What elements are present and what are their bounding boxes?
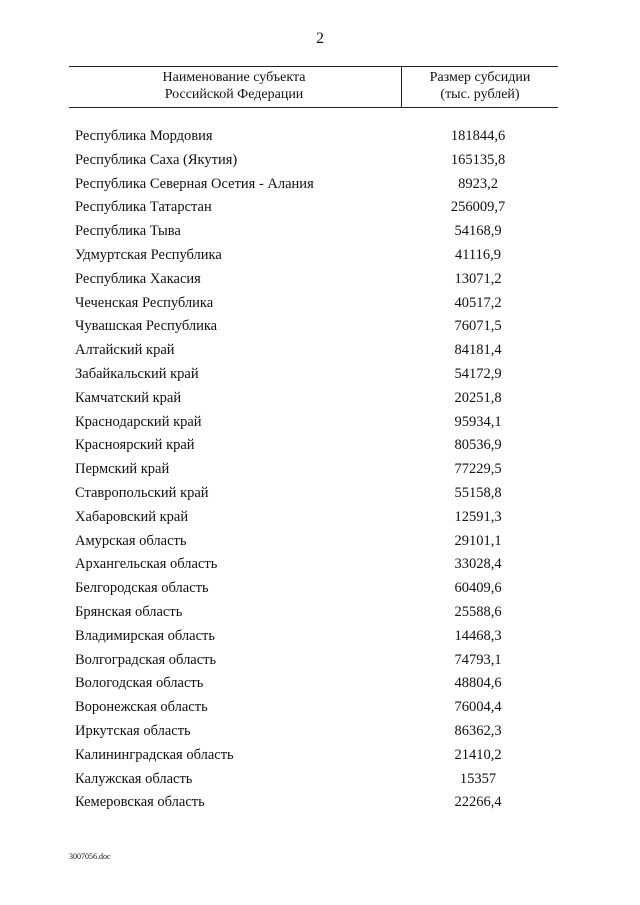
subsidy-amount: 40517,2: [454, 294, 502, 311]
subsidy-amount: 95934,1: [454, 413, 502, 430]
table-row: [0, 244, 640, 268]
region-name: Хабаровский край: [75, 508, 189, 525]
subsidy-amount: 12591,3: [454, 508, 502, 525]
region-name: Владимирская область: [75, 627, 215, 644]
table-row: [0, 506, 640, 530]
table-row: [0, 149, 640, 173]
subsidy-amount: 13071,2: [454, 270, 502, 287]
region-name: Удмуртская Республика: [75, 246, 222, 263]
region-name: Красноярский край: [75, 437, 195, 454]
subsidy-amount: 15357: [459, 770, 497, 787]
header-amount-line2: (тыс. рублей): [440, 87, 520, 102]
region-name: Забайкальский край: [75, 365, 199, 382]
table-row: [0, 672, 640, 696]
region-name: Республика Мордовия: [75, 128, 213, 144]
subsidy-amount: 25588,6: [454, 603, 502, 620]
region-name: Ставропольский край: [75, 484, 209, 501]
table-row: [0, 577, 640, 601]
subsidy-amount: 76071,5: [454, 318, 502, 335]
region-name: Белгородская область: [75, 580, 209, 597]
subsidy-amount: 54168,9: [454, 223, 502, 240]
table-row: [0, 696, 640, 720]
table-row: [0, 649, 640, 673]
subsidy-amount: 14468,3: [454, 627, 502, 644]
subsidy-amount: 33028,4: [454, 556, 502, 573]
subsidy-amount: 29101,1: [454, 532, 502, 549]
region-name: Чеченская Республика: [75, 294, 214, 311]
subsidy-amount: 20251,8: [454, 389, 502, 406]
subsidy-amount: 41116,9: [454, 246, 502, 263]
table-row: [0, 339, 640, 363]
subsidy-amount: 80536,9: [454, 437, 502, 454]
table-row: [0, 553, 640, 577]
table-row: [0, 720, 640, 744]
region-name: Калининградская область: [75, 746, 234, 763]
region-name: Республика Тыва: [75, 223, 181, 240]
subsidy-amount: 22266,4: [454, 794, 502, 811]
subsidy-amount: 55158,8: [454, 484, 502, 501]
region-name: Волгоградская область: [75, 651, 217, 668]
table-row: [0, 530, 640, 554]
header-column-amount: [402, 69, 558, 103]
table-row: [0, 387, 640, 411]
document-file-code: 3007056.doc: [69, 852, 111, 861]
region-name: Воронежская область: [75, 699, 208, 716]
subsidy-amount: 165135,8: [450, 151, 506, 168]
region-name: Архангельская область: [75, 556, 218, 573]
region-name: Калужская область: [75, 770, 193, 787]
header-amount-line1: Размер субсидии: [429, 70, 531, 85]
table-row: [0, 292, 640, 316]
table-body: [0, 125, 640, 815]
table-row: [0, 601, 640, 625]
table-row: [0, 315, 640, 339]
subsidy-amount: 77229,5: [454, 461, 502, 478]
region-name: Алтайский край: [75, 342, 175, 359]
subsidy-amount: 86362,3: [454, 722, 502, 739]
page-number: 2: [316, 30, 324, 47]
region-name: Кемеровская область: [75, 794, 205, 811]
table-row: [0, 744, 640, 768]
subsidy-amount: 74793,1: [454, 651, 502, 668]
region-name: Амурская область: [75, 532, 187, 549]
table-row: [0, 434, 640, 458]
table-row: [0, 625, 640, 649]
region-name: Республика Саха (Якутия): [75, 151, 238, 168]
table-row: [0, 268, 640, 292]
table-row: [0, 220, 640, 244]
region-name: Камчатский край: [75, 389, 182, 406]
subsidy-amount: 54172,9: [454, 365, 502, 382]
subsidy-amount: 256009,7: [450, 199, 506, 216]
region-name: Чувашская Республика: [75, 318, 218, 335]
subsidy-amount: 181844,6: [450, 128, 506, 144]
region-name: Республика Северная Осетия - Алания: [75, 175, 314, 192]
header-name-line2: Российской Федерации: [164, 87, 304, 102]
region-name: Вологодская область: [75, 675, 204, 692]
table-row: [0, 196, 640, 220]
subsidy-amount: 21410,2: [454, 746, 502, 763]
region-name: Республика Татарстан: [75, 199, 212, 216]
table-row: [0, 173, 640, 197]
table-row: [0, 768, 640, 792]
table-row: [0, 125, 640, 149]
header-name-line1: Наименование субъекта: [162, 70, 306, 85]
region-name: Республика Хакасия: [75, 270, 201, 287]
subsidy-amount: 8923,2: [458, 175, 498, 192]
table-row: [0, 458, 640, 482]
table-row: [0, 791, 640, 815]
table-row: [0, 363, 640, 387]
header-column-name: [69, 69, 399, 103]
table-header: [69, 66, 558, 108]
region-name: Краснодарский край: [75, 413, 202, 430]
subsidy-amount: 84181,4: [454, 342, 502, 359]
subsidy-amount: 76004,4: [454, 699, 502, 716]
table-row: [0, 411, 640, 435]
subsidy-amount: 48804,6: [454, 675, 502, 692]
region-name: Брянская область: [75, 603, 183, 620]
subsidy-amount: 60409,6: [454, 580, 502, 597]
region-name: Пермский край: [75, 461, 170, 478]
table-row: [0, 482, 640, 506]
region-name: Иркутская область: [75, 722, 191, 739]
